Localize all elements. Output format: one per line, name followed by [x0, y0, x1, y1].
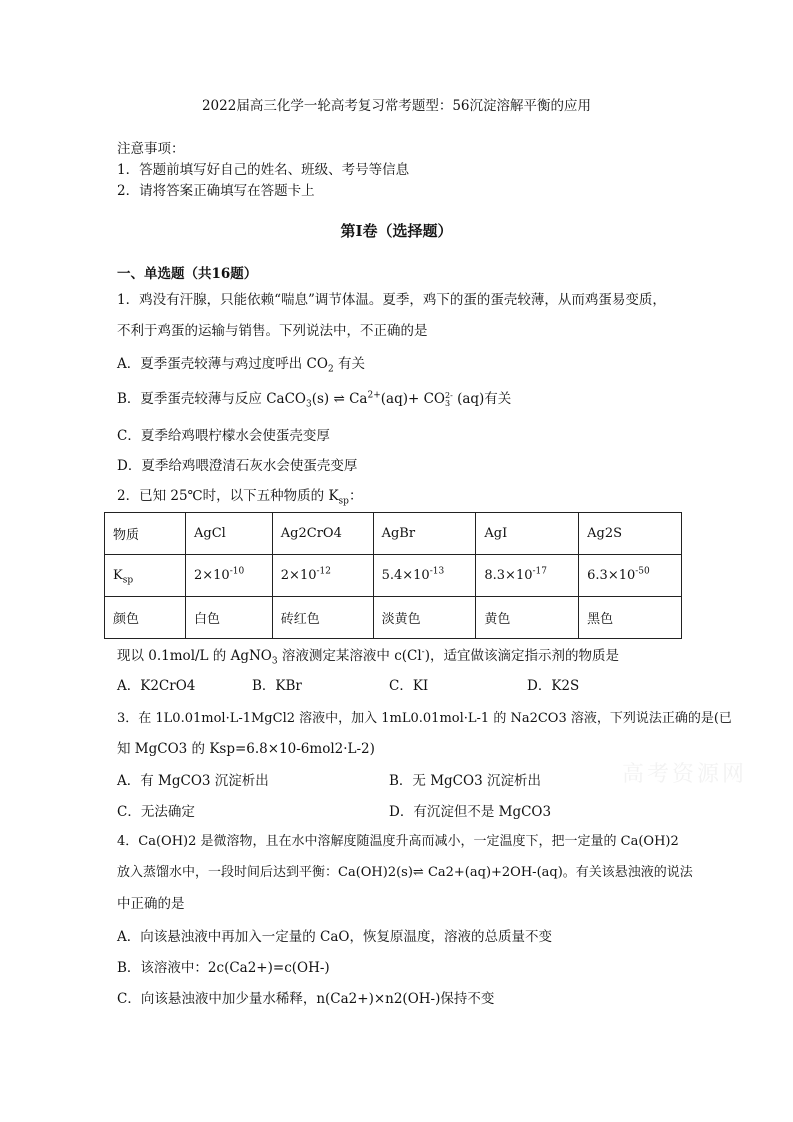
table-cell-ksp-agi: $8.3\times 10^{-17}$ — [476, 555, 579, 597]
q4-stem-line-3: 中正确的是 — [117, 896, 185, 912]
table-cell-color-ag2cro4: 砖红色 — [272, 597, 373, 639]
table-cell-ksp-agbr: $5.4\times 10^{-13}$ — [373, 555, 476, 597]
q4-stem-line-2: 放入蒸馏水中，一段时间后达到平衡：Ca(OH)2(s)⇌ Ca2+(aq)+2OH-(aq)。有关该悬浊液的说法 — [117, 865, 693, 880]
table-row-color — [105, 597, 682, 639]
table-cell-agbr: AgBr — [373, 513, 476, 555]
table-cell-agi: AgI — [476, 513, 579, 555]
table-cell-ksp-agcl: $2\times 10^{-10}$ — [186, 555, 273, 597]
table-cell-ksp-ag2cro4: $2\times 10^{-12}$ — [272, 555, 373, 597]
carbonate-charge-stack: 2- 3 — [444, 390, 453, 408]
table-cell-agcl: AgCl — [186, 513, 273, 555]
q3-option-c: C．无法确定 — [117, 804, 195, 820]
notice-item-2: 2．请将答案正确填写在答题卡上 — [117, 183, 315, 199]
q3-option-a: A．有 MgCO3 沉淀析出 — [117, 773, 269, 789]
q4-option-b: B．该溶液中：2c(Ca2+)=c(OH-) — [117, 960, 330, 976]
table-cell-color-agcl: 白色 — [186, 597, 273, 639]
q1-option-c: C．夏季给鸡喂柠檬水会使蛋壳变厚 — [117, 428, 330, 444]
table-header-color: 颜色 — [105, 597, 186, 639]
q1-option-b: B．夏季蛋壳较薄与反应 CaCO$_3$(s) ⇌ $Ca^{2+}(aq)+ CO2-$ 3 (aq)有关 — [117, 390, 512, 410]
table-cell-ksp-ag2s: $6.3\times 10^{-50}$ — [579, 555, 682, 597]
table-cell-ag2s: Ag2S — [579, 513, 682, 555]
table-cell-ag2cro4: Ag2CrO4 — [272, 513, 373, 555]
document-title: 2022届高三化学一轮高考复习常考题型：56沉淀溶解平衡的应用 — [201, 98, 592, 114]
q4-option-a: A．向该悬浊液中再加入一定量的 CaO，恢复原温度，溶液的总质量不变 — [117, 929, 552, 945]
watermark: 高考资源网 — [622, 762, 748, 787]
q2-followup: 现以 0.1mol/L 的 AgNO$_3$ 溶液测定某溶液中 c(Cl-)，适宜做该滴定指示剂的物质是 — [117, 647, 619, 667]
q1-option-a: A．夏季蛋壳较薄与鸡过度呼出 $CO_2$ 有关 — [117, 356, 365, 375]
table-cell-color-agbr: 淡黄色 — [373, 597, 476, 639]
q2-stem: 2．已知 25℃时，以下五种物质的 $K_{sp}$： — [117, 488, 363, 507]
q1-stem-line-1: 1．鸡没有汗腺，只能依赖“喘息”调节体温。夏季，鸡下的蛋的蛋壳较薄，从而鸡蛋易变质， — [117, 292, 666, 308]
q1-option-d: D．夏季给鸡喂澄清石灰水会使蛋壳变厚 — [117, 458, 358, 474]
table-header-ksp: $K_{sp}$ — [105, 555, 186, 597]
table-cell-color-agi: 黄色 — [476, 597, 579, 639]
q3-stem-line-1: 3．在 1L0.01mol·L-1MgCl2 溶液中，加入 1mL0.01mol·L-1 的 Na2CO3 溶液，下列说法正确的是(已 — [117, 711, 732, 726]
table-row-ksp — [105, 555, 682, 597]
q4-stem-line-1: 4．Ca(OH)2 是微溶物，且在水中溶解度随温度升高而减小，一定温度下，把一定量的 Ca(OH)2 — [117, 834, 679, 849]
notice-item-1: 1．答题前填写好自己的姓名、班级、考号等信息 — [117, 162, 410, 178]
table-header-substance: 物质 — [105, 513, 186, 555]
notice-heading: 注意事项： — [117, 141, 185, 157]
table-cell-color-ag2s: 黑色 — [579, 597, 682, 639]
q2-option-c: C．KI — [389, 678, 429, 694]
q2-option-a: A．K2CrO4 — [117, 678, 196, 694]
ksp-table — [104, 512, 682, 639]
section-heading: 一、单选题（共16题） — [117, 266, 258, 282]
q1-stem-line-2: 不利于鸡蛋的运输与销售。下列说法中，不正确的是 — [117, 323, 428, 339]
table-row-substance — [105, 513, 682, 555]
q2-option-d: D．K2S — [527, 678, 580, 694]
q4-option-c: C．向该悬浊液中加少量水稀释，n(Ca2+)×n2(OH-)保持不变 — [117, 991, 495, 1007]
q3-option-b: B．无 MgCO3 沉淀析出 — [389, 773, 541, 789]
q2-option-b: B．KBr — [252, 678, 302, 694]
q3-option-d: D．有沉淀但不是 MgCO3 — [389, 804, 552, 820]
q3-stem-line-2: 知 MgCO3 的 Ksp=6.8×10-6mol2·L-2) — [117, 741, 375, 757]
volume-title: 第I卷（选择题） — [340, 222, 453, 240]
